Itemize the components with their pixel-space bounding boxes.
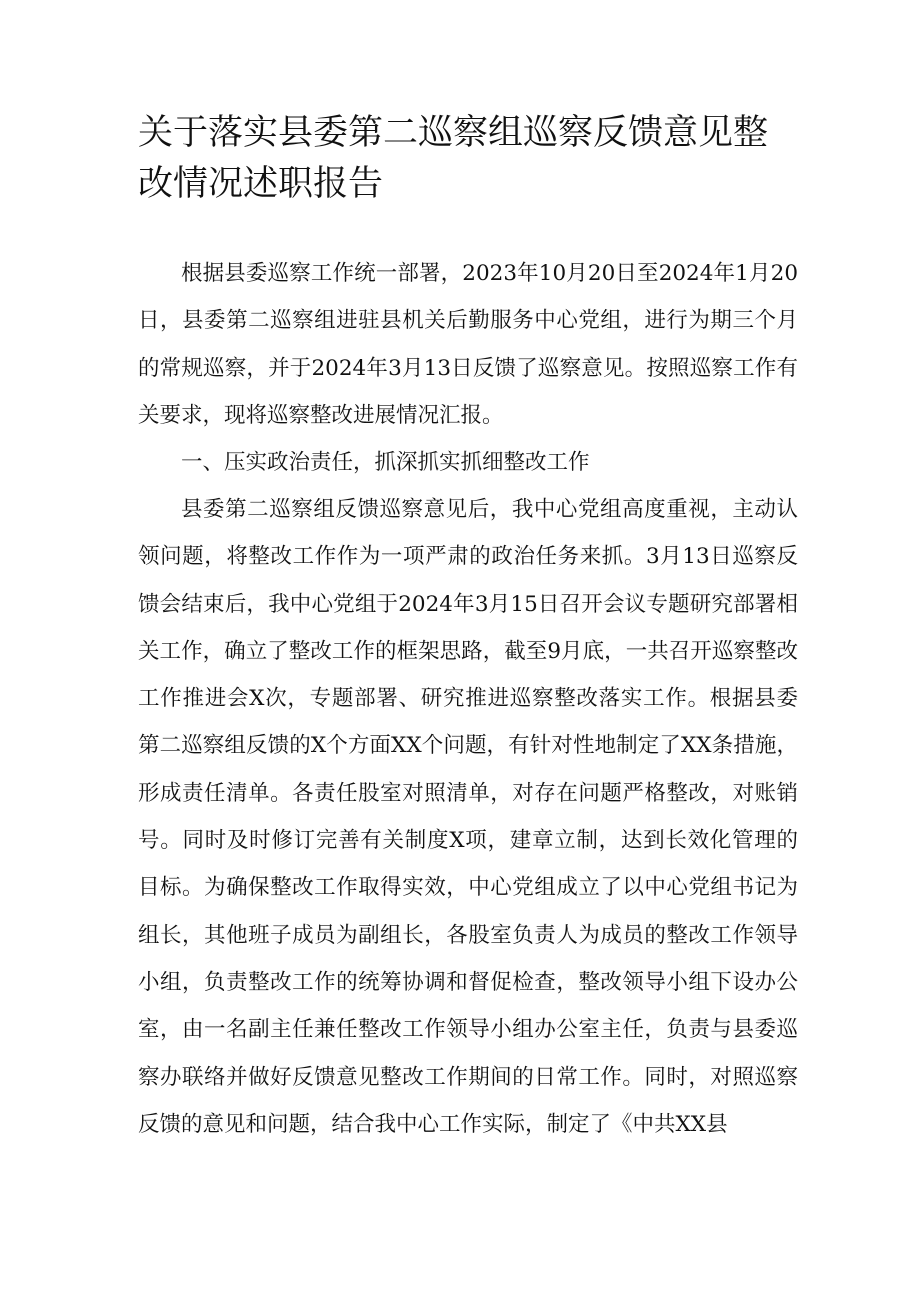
intro-paragraph: 根据县委巡察工作统一部署，2023年10月20日至2024年1月20日，县委第二巡察组进驻县机关后勤服务中心党组，进行为期三个月的常规巡察，并于2024年3月13日反馈了巡察意见。按照巡察工作有关要求，现将巡察整改进展情况汇报。 [138, 261, 798, 428]
document-title: 关于落实县委第二巡察组巡察反馈意见整改情况述职报告 [138, 113, 769, 204]
section-heading-1: 一、压实政治责任，抓深抓实抓细整改工作 [181, 450, 590, 475]
body-paragraph: 县委第二巡察组反馈巡察意见后，我中心党组高度重视，主动认领问题，将整改工作作为一项严肃的政治任务来抓。3月13日巡察反馈会结束后，我中心党组于2024年3月15日召开会议专题研究部署相关工作，确立了整改工作的框架思路，截至9月底，一共召开巡察整改工作推进会X次，专题部署、研究推进巡察整改落实工作。根据县委第二巡察组反馈的X个方面XX个问题，有针对性地制定了XX条措施，形成责任清单。各责任股室对照清单，对存在问题严格整改，对账销号。同时及时修订完善有关制度X项，建章立制，达到长效化管理的目标。为确保整改工作取得实效，中心党组成立了以中心党组书记为组长，其他班子成员为副组长，各股室负责人为成员的整改工作领导小组，负责整改工作的统筹协调和督促检查，整改领导小组下设办公室，由一名副主任兼任整改工作领导小组办公室主任，负责与县委巡察办联络并做好反馈意见整改工作期间的日常工作。同时，对照巡察反馈的意见和问题，结合我中心工作实际，制定了《中共XX县 [138, 497, 798, 1137]
